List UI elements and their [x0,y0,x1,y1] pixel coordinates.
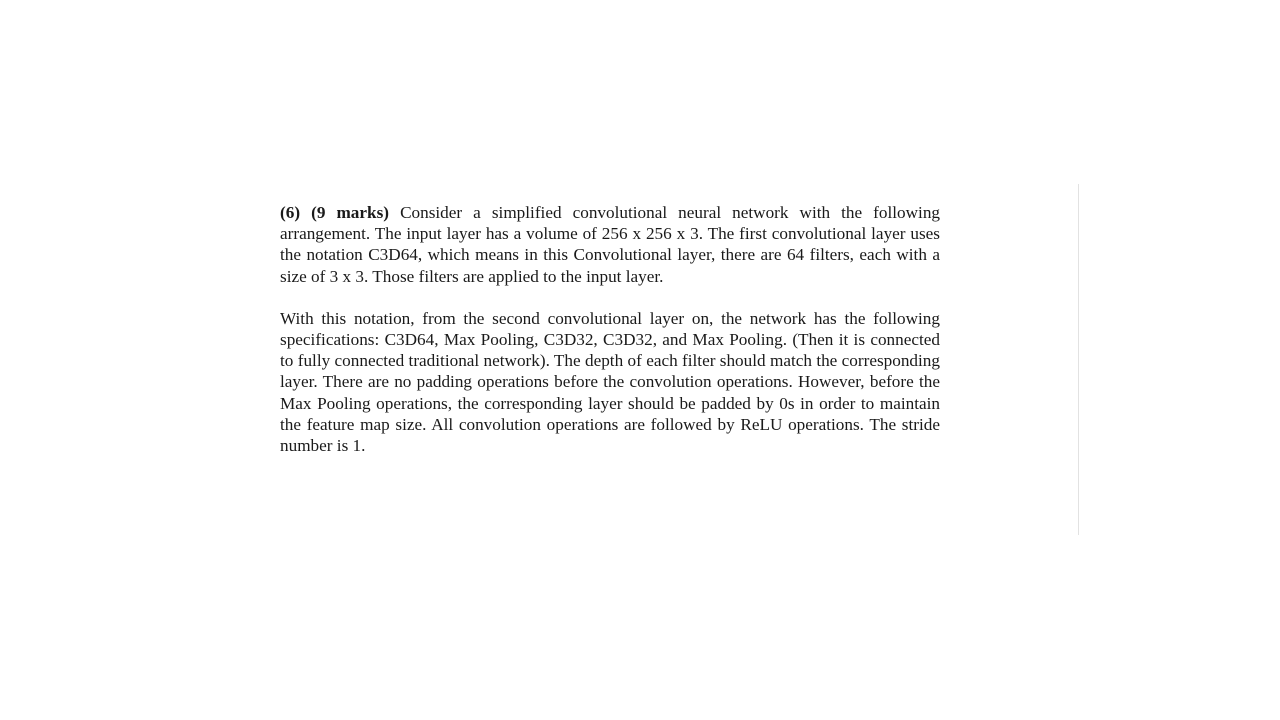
question-marks: (9 marks) [311,203,389,222]
question-paragraph-1 [280,202,940,287]
question-paragraph-1-text: Consider a simplified convolutional neural network with the following arrangement. The input layer has a volume of 256 x 256 x 3. The first convolutional layer uses the notation C3D64, which means in this Convolutional layer, there are 64 filters, each with a size of 3 x 3. Those filters are applied to the input layer. [280,203,941,286]
question-number: (6) [280,203,301,222]
vertical-divider [1078,184,1079,535]
question-6 [280,202,940,456]
question-paragraph-2: With this notation, from the second convolutional layer on, the network has the following specifications: C3D64, Max Pooling, C3D32, C3D32, and Max Pooling. (Then it is connected to fully connected traditional network). The depth of each filter should match the corresponding layer. There are no padding operations before the convolution operations. However, before the Max Pooling operations, the corresponding layer should be padded by 0s in order to maintain the feature map size. All convolution operations are followed by ReLU operations. The stride number is 1. [280,308,940,456]
